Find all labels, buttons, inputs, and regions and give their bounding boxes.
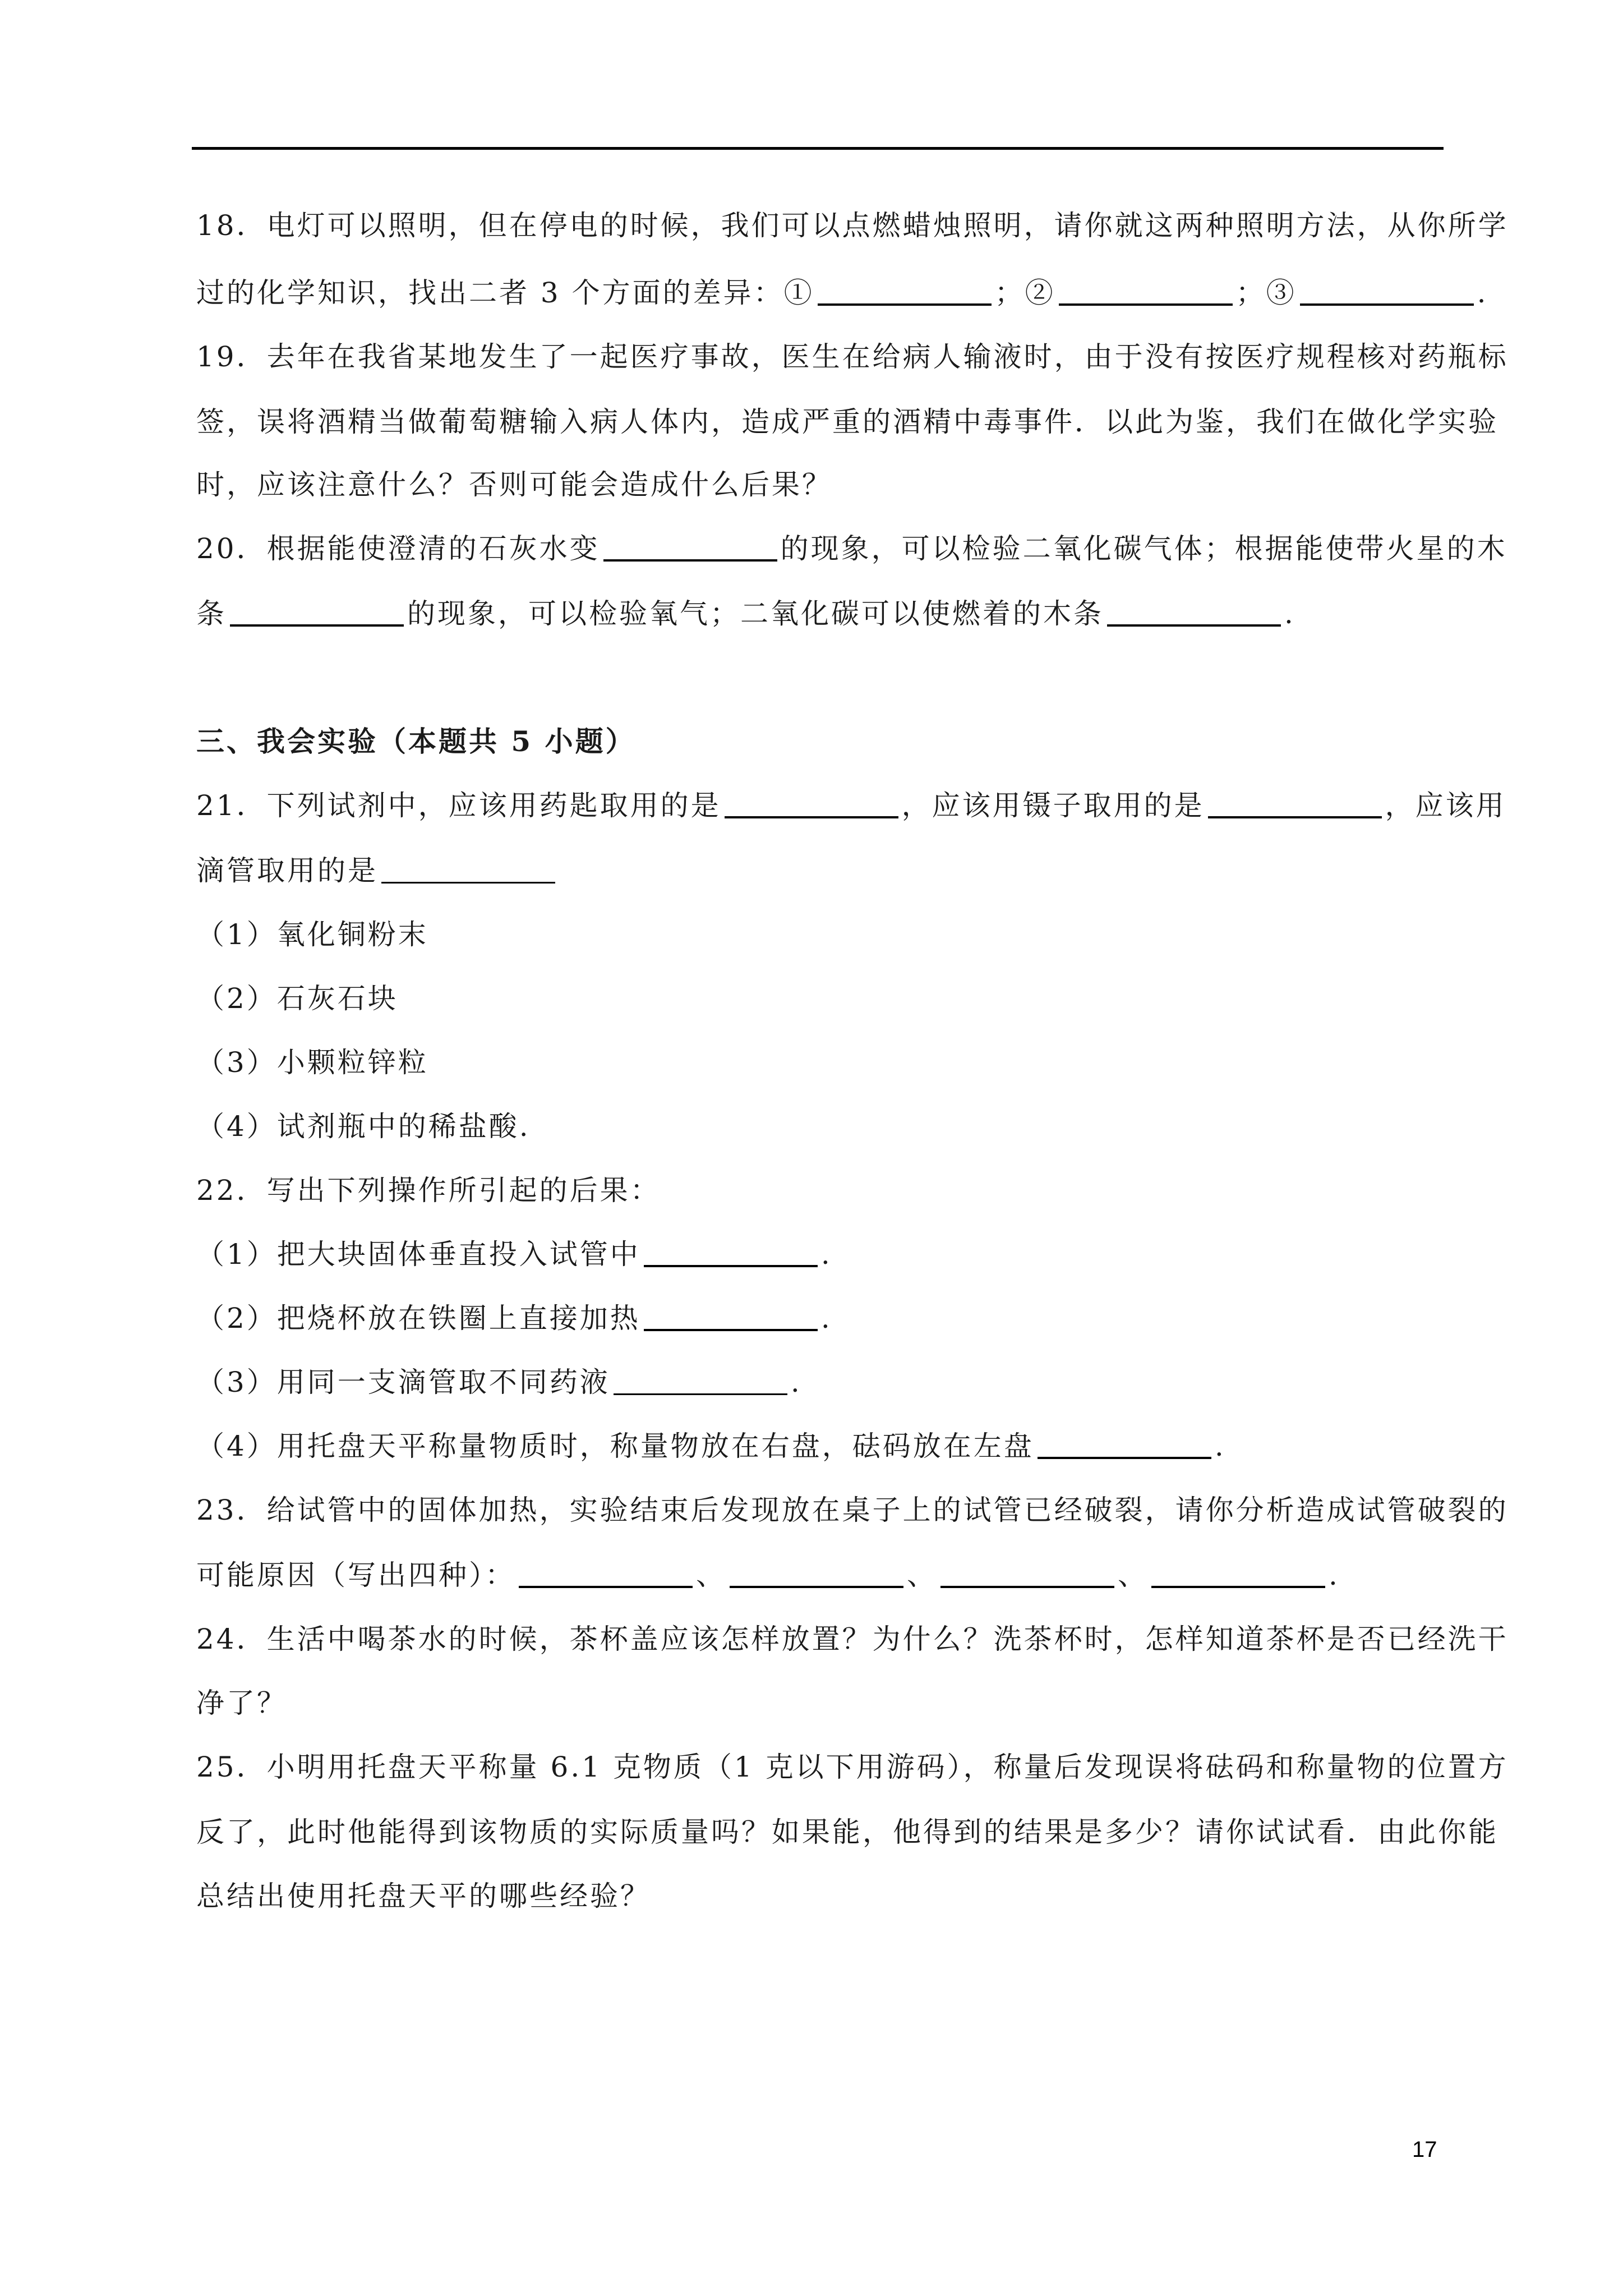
q19-text-2: 签，误将酒精当做葡萄糖输入病人体内，造成严重的酒精中毒事件．以此为鉴，我们在做化学实验 [196, 406, 1498, 438]
answer-blank[interactable] [603, 535, 777, 562]
q22-item-2-text: （2）把烧杯放在铁圈上直接加热 [196, 1302, 640, 1335]
q21-option-2-text: （2）石灰石块 [196, 982, 398, 1015]
q21-option-1-text: （1）氧化铜粉末 [196, 918, 428, 951]
q18-line2 [196, 276, 1488, 310]
q21-text-a: 21．下列试剂中，应该用药匙取用的是 [196, 789, 721, 822]
q22-end: . [820, 1302, 832, 1335]
q25-line3 [196, 1879, 651, 1913]
q22-end: . [820, 1238, 832, 1271]
q23-line2 [196, 1558, 1340, 1592]
q19-text-3: 时，应该注意什么？否则可能会造成什么后果？ [196, 468, 832, 501]
answer-blank[interactable] [818, 279, 992, 306]
q24-text-2: 净了？ [196, 1687, 287, 1719]
answer-blank[interactable] [1208, 792, 1382, 818]
answer-blank[interactable] [644, 1240, 818, 1267]
q25-text-1: 25．小明用托盘天平称量 6.1 克物质（1 克以下用游码），称量后发现误将砝码和称量物的位置方 [196, 1751, 1509, 1783]
q23-line1 [196, 1493, 1509, 1527]
q20-line2 [196, 597, 1295, 631]
answer-blank[interactable] [730, 1561, 903, 1588]
q22-item-4 [196, 1429, 1226, 1463]
q18-end: . [1477, 277, 1488, 309]
q21-text-b: ，应该用镊子取用的是 [901, 789, 1205, 822]
q25-text-2: 反了，此时他能得到该物质的实际质量吗？如果能，他得到的结果是多少？请你试试看．由此你能 [196, 1816, 1498, 1848]
q19-line2 [196, 405, 1498, 439]
answer-blank[interactable] [381, 857, 555, 884]
q23-end: . [1329, 1559, 1340, 1591]
q23-text-2: 可能原因（写出四种）： [196, 1559, 515, 1591]
page-number: 17 [1412, 2137, 1437, 2162]
answer-blank[interactable] [1107, 600, 1281, 627]
answer-blank[interactable] [1151, 1561, 1325, 1588]
q25-text-3: 总结出使用托盘天平的哪些经验？ [196, 1880, 651, 1912]
q25-line1 [196, 1750, 1509, 1784]
section-heading-text: 三、我会实验（本题共 5 小题） [196, 725, 636, 758]
q22-item-3-text: （3）用同一支滴管取不同药液 [196, 1366, 610, 1398]
q20-line1 [196, 532, 1507, 565]
q22-item-2 [196, 1301, 832, 1335]
q22-stem-text: 22．写出下列操作所引起的后果： [196, 1174, 661, 1207]
q20-text-d: 的现象，可以检验氧气；二氧化碳可以使燃着的木条 [407, 597, 1104, 630]
q18-line1 [196, 209, 1509, 242]
q20-text-a: 20．根据能使澄清的石灰水变 [196, 532, 600, 565]
q21-option-3 [196, 1046, 428, 1079]
q19-line1 [196, 340, 1509, 374]
answer-blank[interactable] [614, 1369, 787, 1395]
q23-sep: 、 [907, 1559, 937, 1591]
q21-line1 [196, 789, 1506, 822]
q24-text-1: 24．生活中喝茶水的时候，茶杯盖应该怎样放置？为什么？洗茶杯时，怎样知道茶杯是否已经洗干 [196, 1623, 1509, 1655]
q21-option-2 [196, 982, 398, 1015]
q21-option-4-text: （4）试剂瓶中的稀盐酸. [196, 1110, 531, 1143]
q19-text-1: 19．去年在我省某地发生了一起医疗事故，医生在给病人输液时，由于没有按医疗规程核对药瓶标 [196, 341, 1509, 373]
q20-end: . [1284, 597, 1295, 630]
q22-item-4-text: （4）用托盘天平称量物质时，称量物放在右盘，砝码放在左盘 [196, 1430, 1034, 1462]
header-rule [192, 147, 1444, 150]
q21-option-3-text: （3）小颗粒锌粒 [196, 1046, 428, 1079]
q24-line2 [196, 1686, 287, 1720]
q18-sep-b: ；③ [1235, 277, 1297, 309]
answer-blank[interactable] [725, 792, 898, 818]
q21-text-d: 滴管取用的是 [196, 854, 378, 887]
q21-option-1 [196, 918, 428, 951]
q22-item-3 [196, 1365, 802, 1399]
q21-line2 [196, 854, 559, 887]
q22-end: . [1214, 1430, 1226, 1462]
q18-text: 18．电灯可以照明，但在停电的时候，我们可以点燃蜡烛照明，请你就这两种照明方法，从你所学 [196, 209, 1509, 242]
answer-blank[interactable] [230, 600, 404, 627]
q20-text-c: 条 [196, 597, 227, 630]
q19-line3 [196, 468, 832, 501]
q22-stem [196, 1174, 661, 1207]
section-heading [196, 725, 636, 758]
q23-sep: 、 [696, 1559, 726, 1591]
q22-item-1-text: （1）把大块固体垂直投入试管中 [196, 1238, 640, 1271]
answer-blank[interactable] [1059, 279, 1233, 306]
q25-line2 [196, 1815, 1498, 1849]
answer-blank[interactable] [519, 1561, 693, 1588]
q20-text-b: 的现象，可以检验二氧化碳气体；根据能使带火星的木 [780, 532, 1507, 565]
q21-text-c: ，应该用 [1385, 789, 1506, 822]
q18-sep-a: ；② [994, 277, 1055, 309]
q22-item-1 [196, 1237, 832, 1271]
q21-option-4 [196, 1110, 531, 1143]
q18-text-a: 过的化学知识，找出二者 3 个方面的差异：① [196, 277, 814, 309]
q22-end: . [790, 1366, 802, 1398]
q24-line1 [196, 1622, 1509, 1656]
q23-sep: 、 [1118, 1559, 1148, 1591]
answer-blank[interactable] [1038, 1432, 1211, 1459]
answer-blank[interactable] [1300, 279, 1474, 306]
answer-blank[interactable] [644, 1304, 818, 1331]
q23-text-1: 23．给试管中的固体加热，实验结束后发现放在桌子上的试管已经破裂，请你分析造成试管破裂的 [196, 1494, 1509, 1526]
answer-blank[interactable] [940, 1561, 1114, 1588]
